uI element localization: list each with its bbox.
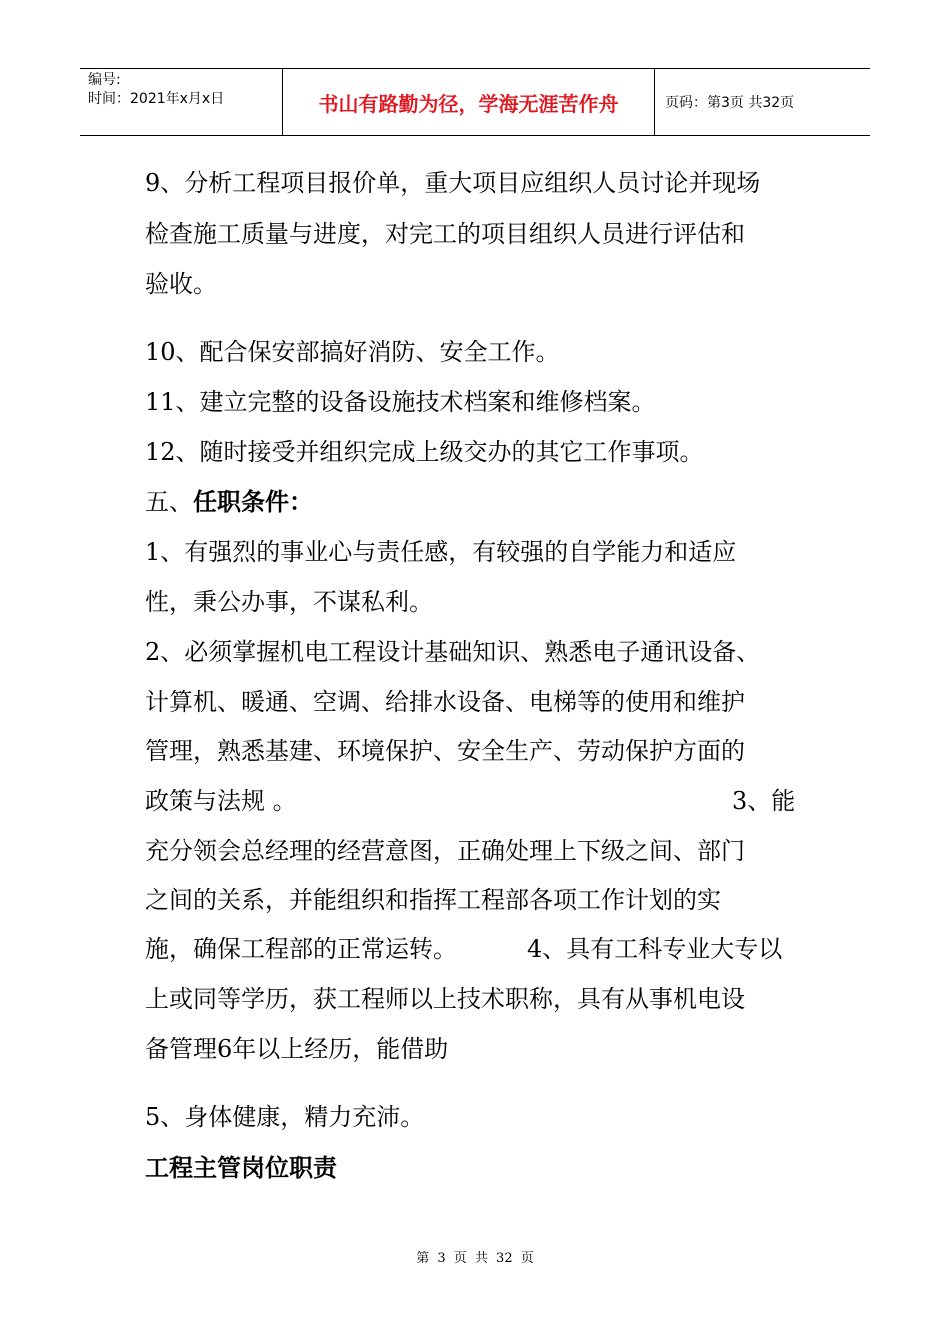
paragraph-line: 性，秉公办事，不谋私利。 [145, 588, 433, 616]
section-heading-line [145, 487, 313, 517]
paragraph-line: 验收。 [145, 270, 217, 298]
paragraph-line: 检查施工质量与进度，对完工的项目组织人员进行评估和 [145, 220, 745, 248]
job-title-heading: 工程主管岗位职责 [145, 1153, 337, 1182]
header-motto: 书山有路勤为径，学海无涯苦作舟 [318, 91, 619, 116]
section-number: 五、 [145, 488, 193, 516]
paragraph-line: 1、有强烈的事业心与责任感，有较强的自学能力和适应 [145, 538, 737, 566]
paragraph-line: 12、随时接受并组织完成上级交办的其它工作事项。 [145, 438, 704, 466]
paragraph-line: 9、分析工程项目报价单，重大项目应组织人员讨论并现场 [145, 169, 761, 197]
paragraph-line: 政策与法规 。 [145, 787, 297, 815]
header-meta [80, 69, 282, 135]
header-motto-cell [282, 69, 655, 135]
page-footer: 第 3 页 共 32 页 [416, 1251, 534, 1266]
paragraph-line: 计算机、暖通、空调、给排水设备、电梯等的使用和维护 [145, 688, 745, 716]
paragraph-line: 充分领会总经理的经营意图，正确处理上下级之间、部门 [145, 837, 745, 865]
paragraph-line: 之间的关系，并能组织和指挥工程部各项工作计划的实 [145, 886, 721, 914]
paragraph-line: 2、必须掌握机电工程设计基础知识、熟悉电子通讯设备、 [145, 638, 761, 666]
paragraph-line: 备管理6年以上经历，能借助 [145, 1035, 449, 1063]
paragraph-line: 4、具有工科专业大专以 [527, 935, 783, 963]
document-number-label: 编号: [88, 72, 121, 88]
document-header [80, 68, 870, 136]
paragraph-line: 11、建立完整的设备设施技术档案和维修档案。 [145, 388, 656, 416]
paragraph-line: 3、能 [732, 787, 796, 815]
paragraph-line: 施，确保工程部的正常运转。 [145, 935, 457, 963]
section-title: 任职条件： [193, 487, 313, 516]
paragraph-line: 10、配合保安部搞好消防、安全工作。 [145, 338, 560, 366]
paragraph-line: 上或同等学历，获工程师以上技术职称，具有从事机电设 [145, 985, 745, 1013]
paragraph-line: 管理，熟悉基建、环境保护、安全生产、劳动保护方面的 [145, 737, 745, 765]
paragraph-line: 5、身体健康，精力充沛。 [145, 1103, 425, 1131]
document-time-label: 时间：2021年x月x日 [88, 91, 225, 107]
header-page-info: 页码：第3页 共32页 [665, 95, 795, 111]
